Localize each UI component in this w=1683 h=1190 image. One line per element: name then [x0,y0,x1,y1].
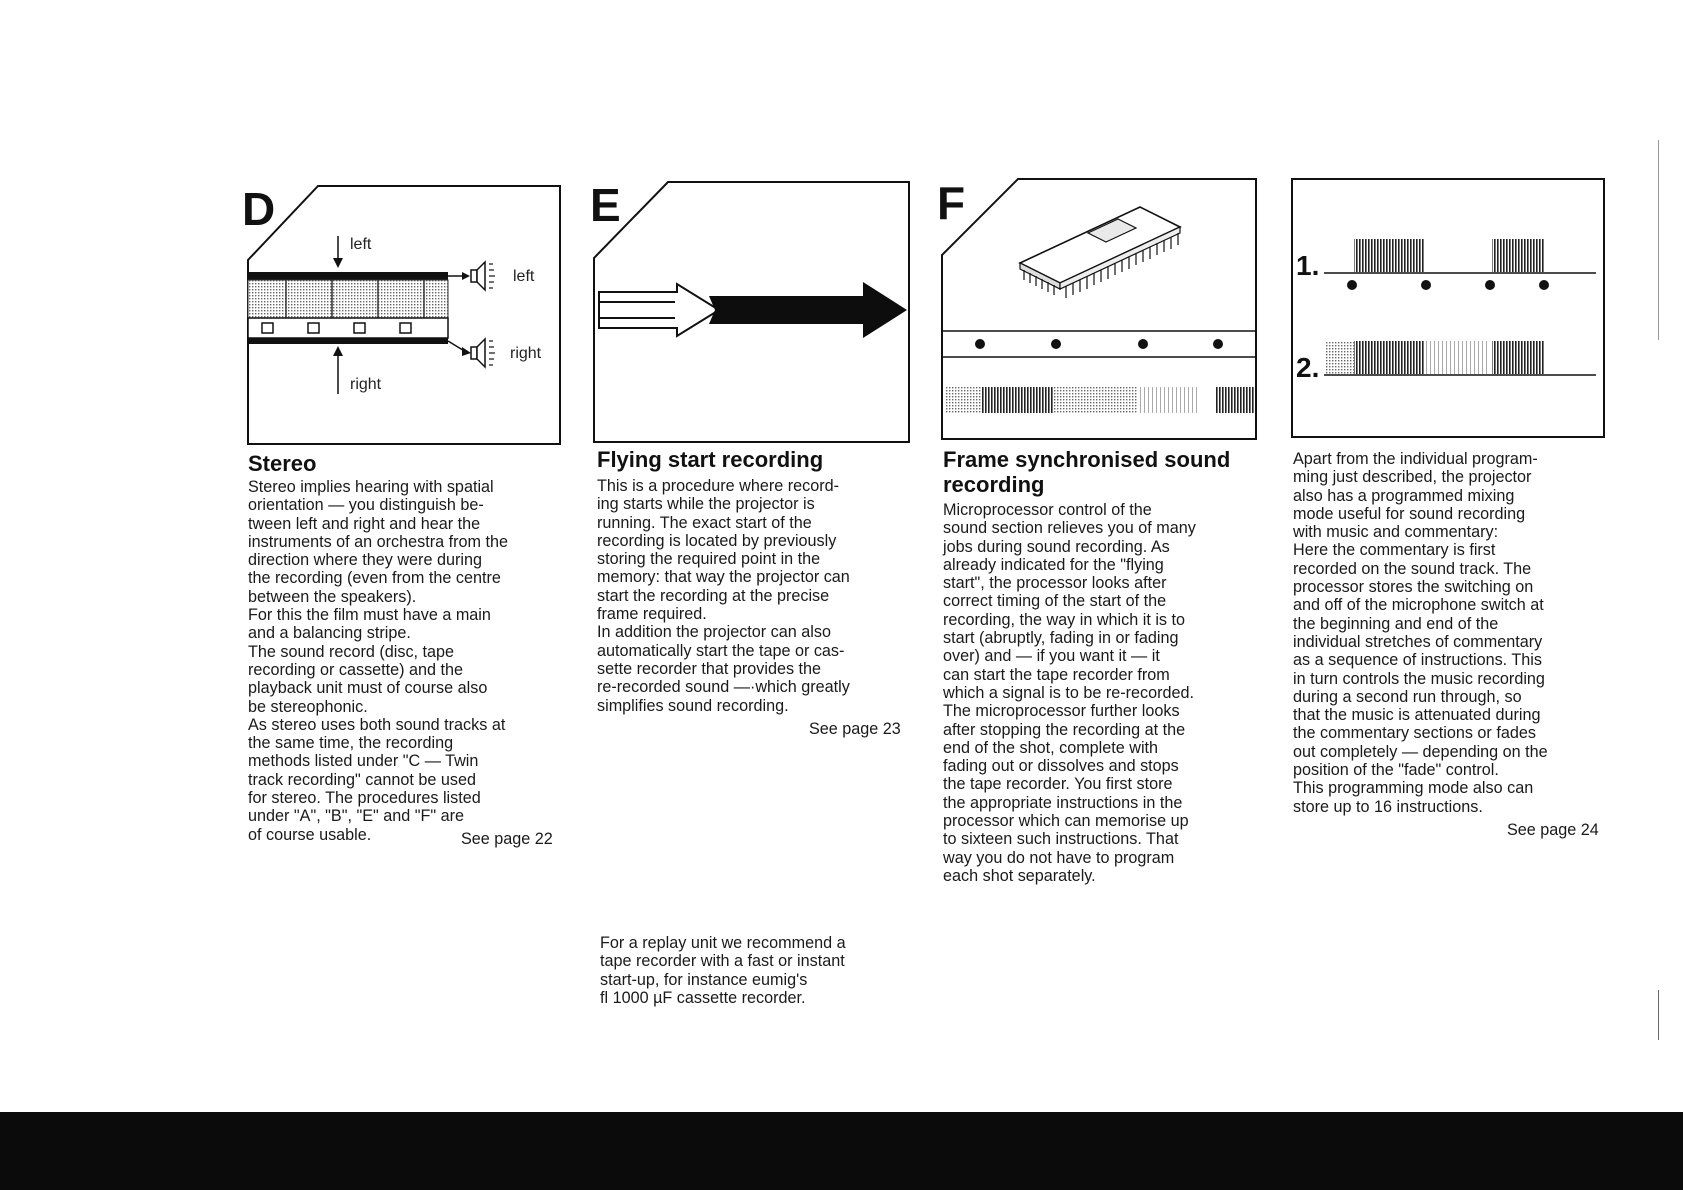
heading-frame-sync-line1: Frame synchronised sound [943,447,1231,472]
row-number-1: 1. [1296,250,1320,281]
mixing-diagram [1290,177,1606,439]
body-mixing: Apart from the individual program- ming just described, the projector also has a programmed mixing mode useful for sound recording with music and commentary: Here the commentary is first recorded on the sound track. The processor stores the switching on and off of the microphone switch at the beginning and end of the individual stretches of commentary as a sequence of instructions. This in turn controls the music recording during a second run through, so that the music is attenuated during the commentary sections or fades out completely — depending on the position of the "fade" control. This programming mode also can store up to 16 instructions. [1293,450,1548,816]
flying-start-diagram [591,180,913,444]
label-right-bottom: right [350,376,382,393]
panel-f-illustration [940,177,1258,441]
heading-frame-sync-line2: recording [943,472,1045,497]
heading-flying-start: Flying start recording [597,447,824,472]
footer-replay-note: For a replay unit we recommend a tape recorder with a fast or instant start-up, for instance eumig's fl 1000 µF cassette recorder. [600,934,846,1007]
panel-d-illustration [240,184,565,446]
label-left-top: left [350,236,372,253]
scan-edge-mark [1658,140,1659,340]
section-letter-d: D [242,183,276,235]
row-number-2: 2. [1296,352,1320,383]
panel-e-illustration [591,180,913,444]
see-page-23: See page 23 [809,720,901,738]
heading-stereo: Stereo [248,451,317,476]
stereo-diagram [240,184,565,446]
body-flying-start: This is a procedure where record- ing starts while the projector is running. The exact start of the recording is located by previously storing the required point in the memory: that way the projector can start the recording at the precise frame required. In addition the projector can also automatically start the tape or cas- sette recorder that provides the re-recorded sound —·which greatly simplifies sound recording. [597,477,850,715]
see-page-22: See page 22 [461,830,553,848]
section-letter-f: F [937,177,966,229]
section-letter-e: E [590,179,621,231]
panel-g-illustration [1290,177,1606,439]
label-left-speaker: left [513,268,535,285]
body-stereo: Stereo implies hearing with spatial orientation — you distinguish be- tween left and right and hear the instruments of an orchestra from the direction where they were during the recording (even from the centre between the speakers). For this the film must have a main and a balancing stripe. The sound record (disc, tape recording or cassette) and the playback unit must of course also be stereophonic. As stereo uses both sound tracks at the same time, the recording methods listed under "C — Twin track recording" cannot be used for stereo. The procedures listed under "A", "B", "E" and "F" are of course usable. [248,478,509,844]
microprocessor-diagram [940,177,1258,441]
body-frame-sync: Microprocessor control of the sound section relieves you of many jobs during sound recording. As already indicated for the "flying start", the processor looks after correct timing of the start of the recording, the way in which it is to start (abruptly, fading in or fading over) and — if you want it — it can start the tape recorder from which a signal is to be re-recorded. The microprocessor further looks after stopping the recording at the end of the shot, complete with fading out or dissolves and stops the tape recorder. You first store the appropriate instructions in the processor which can memorise up to sixteen such instructions. That way you do not have to program each shot separately. [943,501,1196,885]
see-page-24: See page 24 [1507,821,1599,839]
scan-bottom-band [0,1112,1683,1190]
label-right-speaker: right [510,345,542,362]
scan-edge-mark [1658,990,1659,1040]
